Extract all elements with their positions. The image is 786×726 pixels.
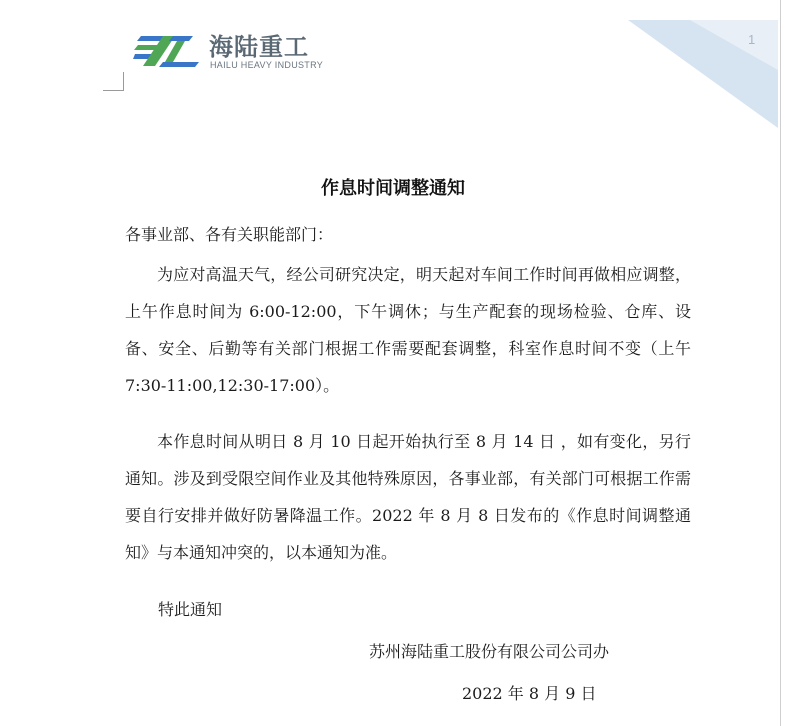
notice-paragraph-2: 本作息时间从明日 8 月 10 日起开始执行至 8 月 14 日 ，如有变化，另行通知。涉及到受限空间作业及其他特殊原因，各事业部，有关部门可根据工作需要自行安排并做好防暑降温工作。2022 年 8 月 8 日发布的《作息时间调整通知》与本通知冲突的，以本通知为准。 [125,432,691,562]
logo-company-name: 海陆重工 [209,33,309,61]
notice-signer: 苏州海陆重工股份有限公司公司办 [369,642,610,661]
margin-crop-mark [103,72,124,91]
notice-salutation: 各事业部、各有关职能部门： [125,225,334,244]
logo-company-subtitle: HAILU HEAVY INDUSTRY [210,60,324,70]
notice-date: 2022 年 8 月 9 日 [462,684,597,703]
notice-title: 作息时间调整通知 [321,178,465,199]
page-edge [780,0,781,726]
notice-paragraph-1: 为应对高温天气，经公司研究决定，明天起对车间工作时间再做相应调整，上午作息时间为 6:00-12:00，下午调休；与生产配套的现场检验、仓库、设备、安全、后勤等有关部门根据工作需要配套调整，科室作息时间不变（上午 7:30-11:00,12:30-17:00）。 [125,265,691,395]
page-corner-decoration [0,0,786,140]
notice-closing: 特此通知 [158,600,223,619]
page-number: 1 [748,32,756,47]
